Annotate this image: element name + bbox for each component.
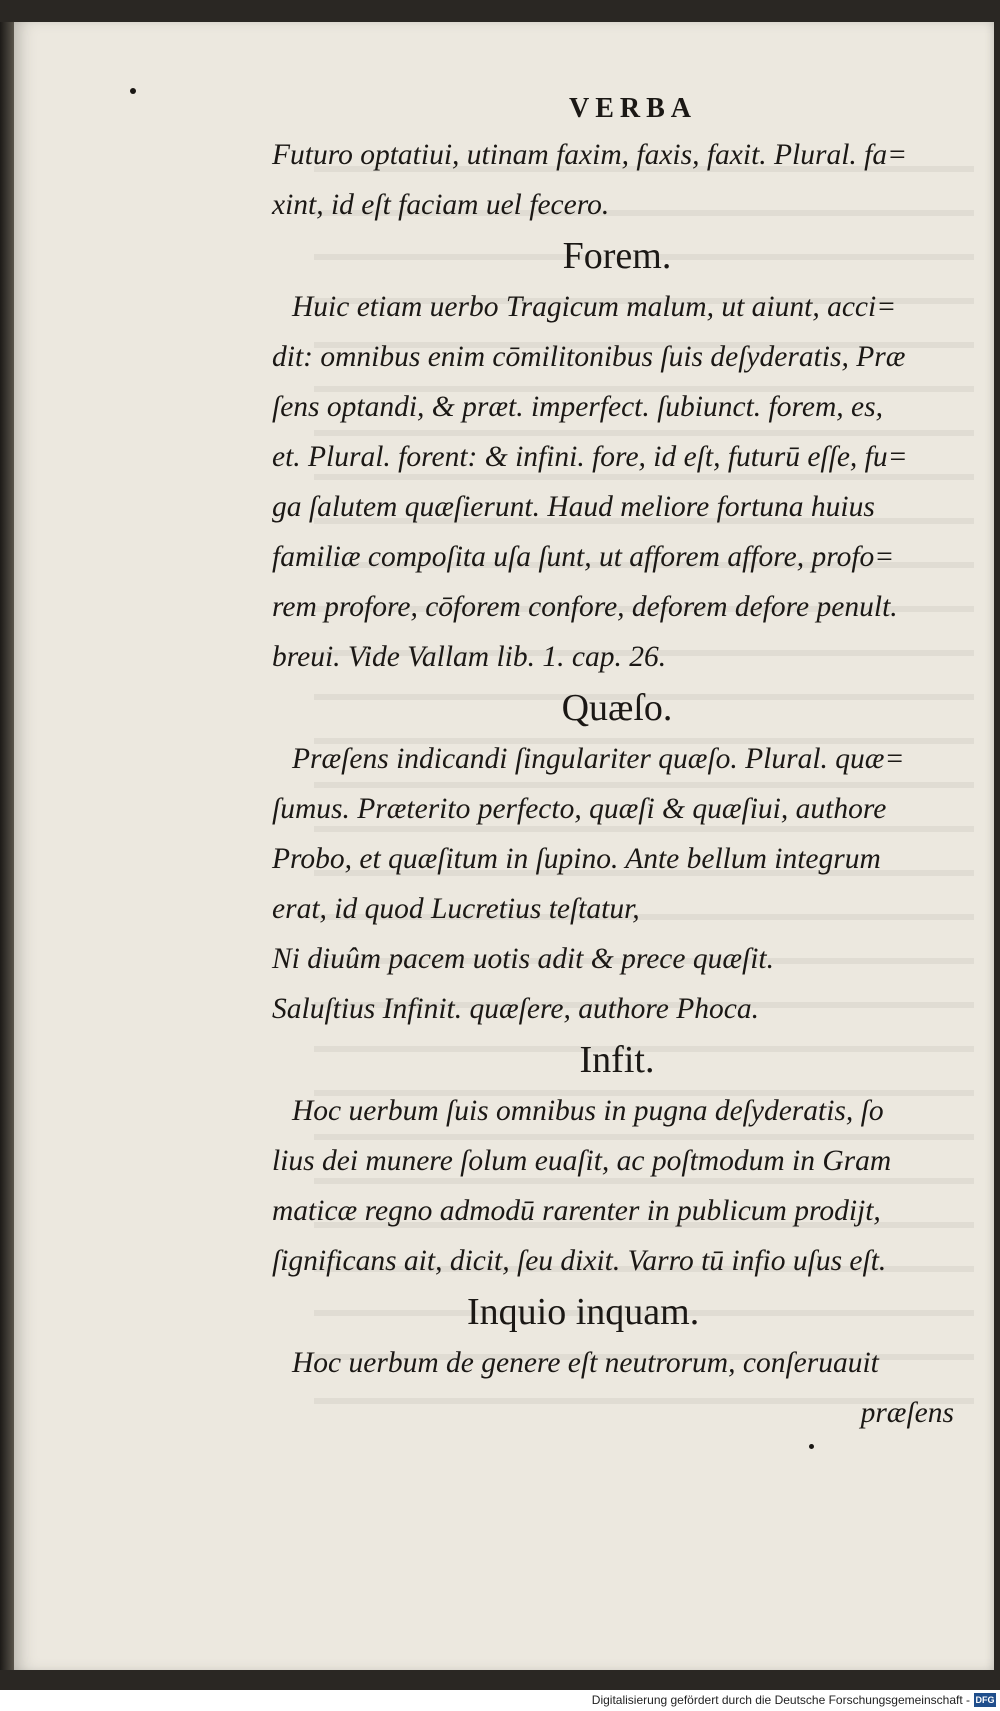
- running-head: VERBA: [568, 93, 697, 124]
- text-line: Futuro optatiui, utinam faxim, faxis, faxit. Plural. fa=: [272, 139, 908, 171]
- text-line: ga ſalutem quæſierunt. Haud meliore fortuna huius: [272, 491, 875, 523]
- funding-notice: Digitalisierung gefördert durch die Deutsche Forschungsgemeinschaft -: [591, 1693, 970, 1707]
- text-line: erat, id quod Lucretius teſtatur,: [272, 893, 640, 925]
- text-line: maticæ regno admodū rarenter in publicum prodijt,: [272, 1195, 881, 1227]
- text-line: Hoc uerbum ſuis omnibus in pugna deſyderatis, ſo: [292, 1095, 884, 1127]
- ink-speck: [130, 88, 136, 94]
- ink-speck: [809, 1444, 814, 1449]
- section-heading-forem: Forem.: [562, 235, 672, 277]
- text-line: familiæ compoſita uſa ſunt, ut afforem affore, profo=: [272, 541, 895, 573]
- text-line: Probo, et quæſitum in ſupino. Ante bellum integrum: [272, 843, 881, 875]
- catchword: præſens: [860, 1397, 954, 1429]
- text-line: Huic etiam uerbo Tragicum malum, ut aiunt, acci=: [292, 291, 897, 323]
- text-line: et. Plural. forent: & infini. fore, id eſt, futurū eſſe, fu=: [272, 441, 908, 473]
- text-line: Saluſtius Infinit. quæſere, authore Phoca.: [272, 993, 759, 1025]
- text-line: ſens optandi, & præt. imperfect. ſubiunct. forem, es,: [272, 391, 883, 423]
- text-line: breui. Vide Vallam lib. 1. cap. 26.: [272, 641, 667, 673]
- digitization-footer: [0, 1690, 1000, 1711]
- verse-line: Ni diuûm pacem uotis adit & prece quæſit.: [272, 943, 775, 975]
- text-line: ſignificans ait, dicit, ſeu dixit. Varro tū infio uſus eſt.: [272, 1245, 887, 1277]
- section-heading-infit: Infit.: [579, 1039, 655, 1081]
- book-spine-shadow: [0, 22, 14, 1670]
- page-text: [272, 88, 962, 1438]
- text-line: rem profore, cōforem confore, deforem defore penult.: [272, 591, 898, 623]
- text-line: lius dei munere ſolum euaſit, ac poſtmodum in Gram: [272, 1145, 892, 1177]
- section-heading-quaeso: Quæſo.: [561, 687, 673, 729]
- text-line: dit: omnibus enim cōmilitonibus ſuis deſyderatis, Præ: [272, 341, 906, 373]
- text-line: Hoc uerbum de genere eſt neutrorum, conſeruauit: [292, 1347, 879, 1379]
- text-line: xint, id eſt faciam uel fecero.: [272, 189, 610, 221]
- text-line: Præſens indicandi ſingulariter quæſo. Plural. quæ=: [292, 743, 905, 775]
- section-heading-inquio: Inquio inquam.: [467, 1291, 700, 1333]
- dfg-logo: DFG: [975, 1695, 995, 1705]
- text-line: ſumus. Præterito perfecto, quæſi & quæſiui, authore: [272, 793, 887, 825]
